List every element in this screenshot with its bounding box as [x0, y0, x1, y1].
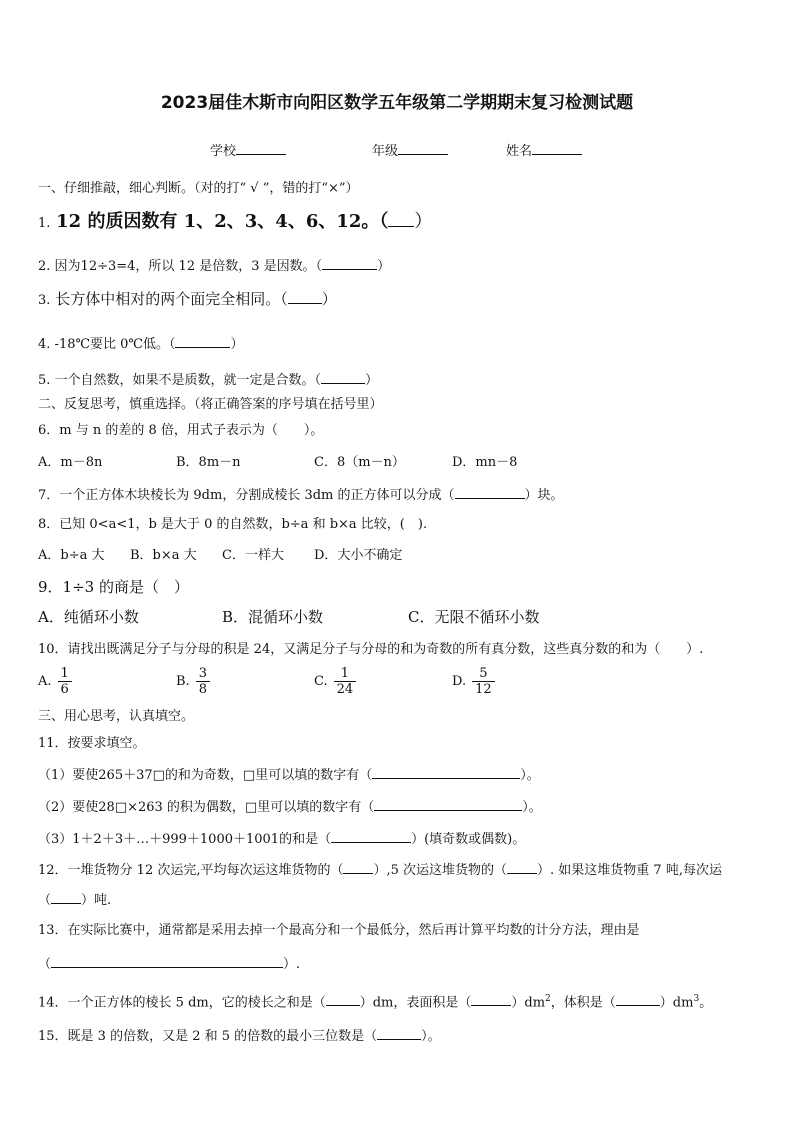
question-text: 15．既是 3 的倍数，又是 2 和 5 的倍数的最小三位数是（ [38, 1029, 378, 1044]
question-text: 12 的质因数有 1、2、3、4、6、12。（ [56, 211, 389, 232]
answer-blank[interactable] [51, 890, 81, 904]
option-label: D. [452, 674, 467, 689]
judge-question-2 [38, 256, 756, 276]
option-b[interactable] [176, 666, 210, 697]
option-d[interactable]: D．mn－8 [452, 455, 518, 470]
answer-blank[interactable] [455, 485, 525, 499]
fill-question-11-part-2 [38, 797, 756, 817]
school-blank[interactable] [236, 141, 286, 155]
judge-question-5 [38, 370, 756, 390]
question-text: 长方体中相对的两个面完全相同。（ [55, 290, 288, 308]
option-d[interactable]: D．大小不确定 [314, 548, 403, 563]
question-text: 14．一个正方体的棱长 5 dm，它的棱长之和是（ [38, 995, 326, 1011]
option-a[interactable]: A．m－8n [38, 455, 103, 470]
question-text: ）. 如果这堆货物重 7 吨,每次运 [537, 863, 722, 878]
section-heading-2: 二、反复思考，慎重选择。（将正确答案的序号填在括号里） [38, 397, 383, 412]
answer-blank[interactable] [322, 256, 377, 270]
fraction [472, 666, 495, 697]
fraction [334, 666, 357, 697]
answer-blank[interactable] [616, 992, 660, 1006]
option-b[interactable]: B．8m－n [176, 455, 241, 470]
unit-text: ）dm [511, 995, 546, 1011]
question-text: 一个自然数，如果不是质数，就一定是合数。（ [54, 373, 322, 388]
option-a[interactable]: A．纯循环小数 [38, 608, 139, 626]
question-text: ）,5 次运这堆货物的（ [373, 863, 508, 878]
question-tail: ）. [283, 957, 301, 972]
question-text: （ [38, 957, 52, 972]
fill-question-13: 13．在实际比赛中，通常都是采用去掉一个最高分和一个最低分，然后再计算平均数的计分方法，理由是 [38, 923, 640, 938]
fill-question-12 [38, 860, 756, 880]
school-label: 学校 [210, 144, 237, 159]
page-title: 2023届佳木斯市向阳区数学五年级第二学期期末复习检测试题 [160, 93, 634, 113]
answer-blank[interactable] [374, 797, 522, 811]
name-blank[interactable] [532, 141, 582, 155]
judge-question-4 [38, 334, 756, 354]
denominator: 8 [196, 681, 210, 697]
answer-blank[interactable] [51, 954, 283, 968]
option-label: A. [38, 674, 52, 689]
question-number: 1. [38, 216, 51, 231]
question-text: （1）要使265＋37□的和为奇数，□里可以填的数字有（ [38, 768, 373, 783]
answer-blank[interactable] [343, 860, 373, 874]
denominator: 6 [58, 681, 72, 697]
question-tail: ）块。 [524, 488, 564, 503]
question-text: 7．一个正方体木块棱长为 9dm，分割成棱长 3dm 的正方体可以分成（ [38, 488, 455, 503]
unit-text: ）dm [659, 995, 694, 1011]
question-text: （2）要使28□×263 的积为偶数，□里可以填的数字有（ [38, 800, 375, 815]
option-c[interactable]: C．8（m－n） [314, 455, 405, 470]
option-c[interactable]: C．一样大 [222, 548, 284, 563]
option-label: B. [176, 674, 190, 689]
question-text: -18℃要比 0℃低。（ [54, 337, 176, 352]
exponent: 2 [545, 994, 551, 1004]
question-text: （3）1＋2＋3＋…＋999＋1000＋1001的和是（ [38, 832, 332, 847]
answer-blank[interactable] [321, 370, 365, 384]
question-tail: ） [321, 290, 337, 308]
option-b[interactable]: B．b×a 大 [130, 548, 197, 563]
choice-question-8: 8．已知 0<a<1，b 是大于 0 的自然数，b÷a 和 b×a 比较，( ). [38, 517, 428, 532]
fill-question-14 [38, 990, 756, 1012]
option-c[interactable] [314, 666, 356, 697]
option-label: C. [314, 674, 328, 689]
question-text: ，体积是（ [550, 995, 616, 1011]
fraction [58, 666, 72, 697]
option-a[interactable]: A．b÷a 大 [38, 548, 105, 563]
answer-blank[interactable] [377, 1026, 421, 1040]
answer-blank[interactable] [507, 860, 537, 874]
question-tail: ） [377, 259, 391, 274]
option-c[interactable]: C．无限不循环小数 [408, 608, 540, 626]
question-tail: ）。 [421, 1029, 441, 1044]
fill-question-13-answer [38, 954, 756, 974]
exponent: 3 [693, 994, 700, 1004]
question-number: 5. [38, 373, 51, 388]
fill-question-11-part-1 [38, 765, 756, 785]
grade-label: 年级 [372, 144, 399, 159]
answer-blank[interactable] [326, 992, 360, 1006]
answer-blank[interactable] [175, 334, 230, 348]
choice-question-7 [38, 485, 756, 505]
option-a[interactable] [38, 666, 72, 697]
question-tail: ）吨. [81, 893, 112, 908]
school-field[interactable] [210, 140, 286, 159]
question-number: 4. [38, 337, 51, 352]
question-tail: ）(填奇数或偶数)。 [411, 832, 526, 847]
question-tail: ）。 [522, 800, 542, 815]
grade-field[interactable] [372, 140, 448, 159]
numerator: 1 [340, 666, 350, 681]
question-tail: ）。 [520, 768, 540, 783]
numerator: 3 [198, 666, 207, 681]
question-text: （ [38, 893, 52, 908]
answer-blank[interactable] [388, 213, 414, 227]
fill-question-11: 11．按要求填空。 [38, 736, 146, 751]
answer-blank[interactable] [372, 765, 520, 779]
name-field[interactable] [506, 140, 582, 159]
answer-blank[interactable] [288, 290, 322, 304]
question-tail: ） [365, 373, 379, 388]
option-b[interactable]: B．混循环小数 [222, 608, 324, 626]
numerator: 1 [60, 666, 69, 681]
denominator: 24 [334, 681, 357, 697]
choice-question-9: 9．1÷3 的商是（ ） [38, 578, 189, 596]
question-text: 12．一堆货物分 12 次运完,平均每次运这堆货物的（ [38, 863, 344, 878]
question-number: 2. [38, 259, 51, 274]
option-d[interactable] [452, 666, 495, 697]
section-heading-1: 一、仔细推敲，细心判断。（对的打“ √ ”，错的打“×”） [38, 181, 359, 196]
grade-blank[interactable] [398, 141, 448, 155]
question-tail: 。 [699, 995, 713, 1011]
question-tail: ） [414, 211, 433, 232]
question-text: 因为12÷3=4，所以 12 是倍数，3 是因数。（ [54, 259, 323, 274]
fill-question-12-cont [38, 890, 756, 910]
question-tail: ） [230, 337, 244, 352]
fill-question-11-part-3 [38, 829, 756, 849]
fill-question-15 [38, 1026, 756, 1046]
question-number: 3. [38, 293, 51, 308]
section-heading-3: 三、用心思考，认真填空。 [38, 709, 195, 724]
judge-question-3 [38, 289, 756, 311]
judge-question-1 [38, 210, 756, 236]
denominator: 12 [472, 681, 495, 697]
choice-question-6: 6．m 与 n 的差的 8 倍，用式子表示为（ ）。 [38, 423, 324, 438]
answer-blank[interactable] [331, 829, 411, 843]
name-label: 姓名 [506, 144, 533, 159]
question-text: ）dm，表面积是（ [359, 995, 472, 1011]
numerator: 5 [479, 666, 488, 681]
fraction [196, 666, 210, 697]
choice-question-10: 10．请找出既满足分子与分母的积是 24，又满足分子与分母的和为奇数的所有真分数，这些真分数的和为（ ）. [38, 642, 704, 657]
answer-blank[interactable] [471, 992, 511, 1006]
